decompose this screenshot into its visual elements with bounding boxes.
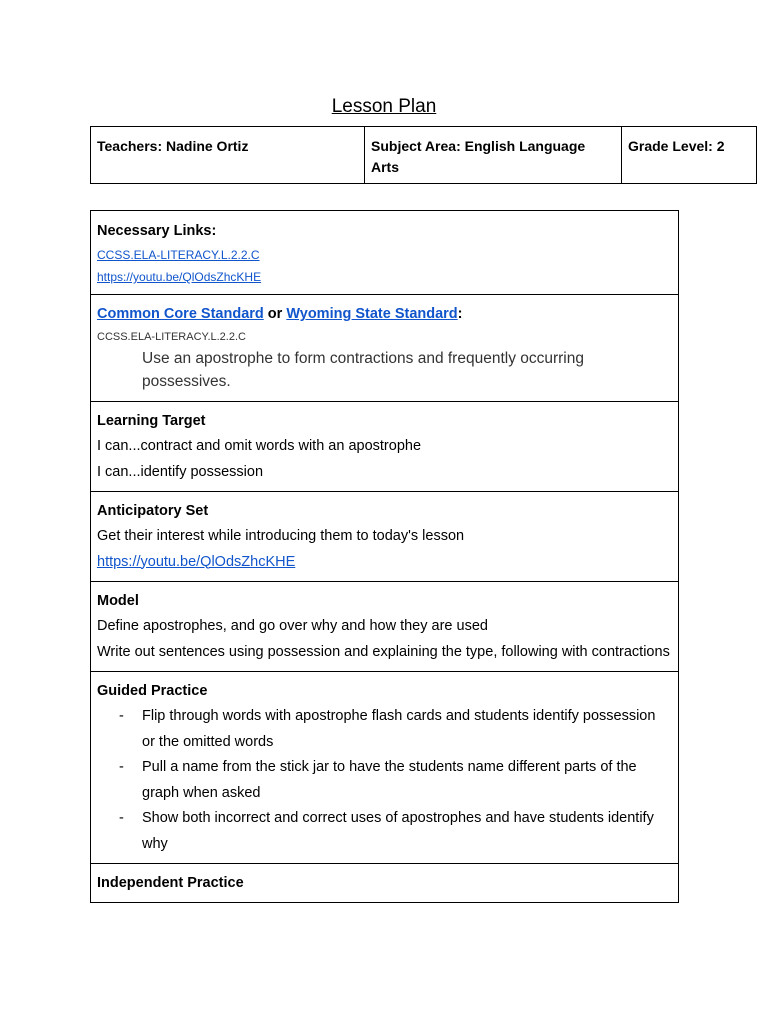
standard-heading bbox=[97, 302, 672, 327]
list-item bbox=[97, 755, 672, 806]
necessary-links-row bbox=[91, 211, 678, 294]
header-table bbox=[90, 126, 757, 184]
guided-practice-row bbox=[91, 671, 678, 863]
standard-text: Use an apostrophe to form contractions and frequently occurring possessives. bbox=[142, 350, 584, 390]
standard-row bbox=[91, 294, 678, 401]
bullet-dash: - bbox=[119, 759, 124, 775]
anticipatory-set-line: Get their interest while introducing them to today's lesson bbox=[97, 528, 465, 544]
list-item bbox=[97, 704, 672, 755]
page-title: Lesson Plan bbox=[331, 96, 437, 117]
model-row bbox=[91, 581, 678, 671]
youtube-link[interactable]: https://youtu.be/QlOdsZhcKHE bbox=[97, 270, 262, 284]
model-line: Write out sentences using possession and explaining the type, following with contractions bbox=[97, 643, 670, 660]
list-item-text: Show both incorrect and correct uses of apostrophes and have students identify why bbox=[142, 810, 654, 852]
or-text: or bbox=[263, 306, 287, 322]
teachers-cell: Teachers: Nadine Ortiz bbox=[97, 138, 249, 154]
learning-target-row bbox=[91, 401, 678, 491]
necessary-links-heading: Necessary Links: bbox=[97, 223, 217, 239]
grade-level-cell: Grade Level: 2 bbox=[621, 127, 756, 183]
independent-practice-row bbox=[91, 863, 678, 902]
list-item-text: Pull a name from the stick jar to have the students name different parts of the graph when asked bbox=[142, 759, 637, 801]
lesson-table bbox=[90, 210, 679, 903]
colon-text: : bbox=[457, 306, 463, 322]
bullet-dash: - bbox=[119, 708, 124, 724]
guided-practice-heading: Guided Practice bbox=[97, 683, 208, 699]
list-item-text: Flip through words with apostrophe flash cards and students identify possession or the omitted words bbox=[142, 708, 656, 750]
list-item bbox=[97, 806, 672, 857]
ccss-link[interactable]: CCSS.ELA-LITERACY.L.2.2.C bbox=[97, 248, 260, 262]
anticipatory-set-link[interactable]: https://youtu.be/QlOdsZhcKHE bbox=[97, 553, 296, 570]
model-line: Define apostrophes, and go over why and how they are used bbox=[97, 618, 488, 634]
standard-code: CCSS.ELA-LITERACY.L.2.2.C bbox=[97, 331, 246, 343]
bullet-dash: - bbox=[119, 810, 124, 826]
common-core-standard-link[interactable]: Common Core Standard bbox=[97, 306, 264, 322]
learning-target-line: I can...identify possession bbox=[97, 463, 264, 480]
subject-area-cell: Subject Area: English Language Arts bbox=[364, 127, 621, 183]
anticipatory-set-heading: Anticipatory Set bbox=[97, 503, 209, 519]
independent-practice-heading: Independent Practice bbox=[97, 875, 244, 891]
anticipatory-set-row bbox=[91, 491, 678, 581]
model-heading: Model bbox=[97, 593, 139, 609]
learning-target-line: I can...contract and omit words with an apostrophe bbox=[97, 438, 422, 454]
wyoming-standard-link[interactable]: Wyoming State Standard bbox=[286, 306, 458, 322]
learning-target-heading: Learning Target bbox=[97, 413, 206, 429]
